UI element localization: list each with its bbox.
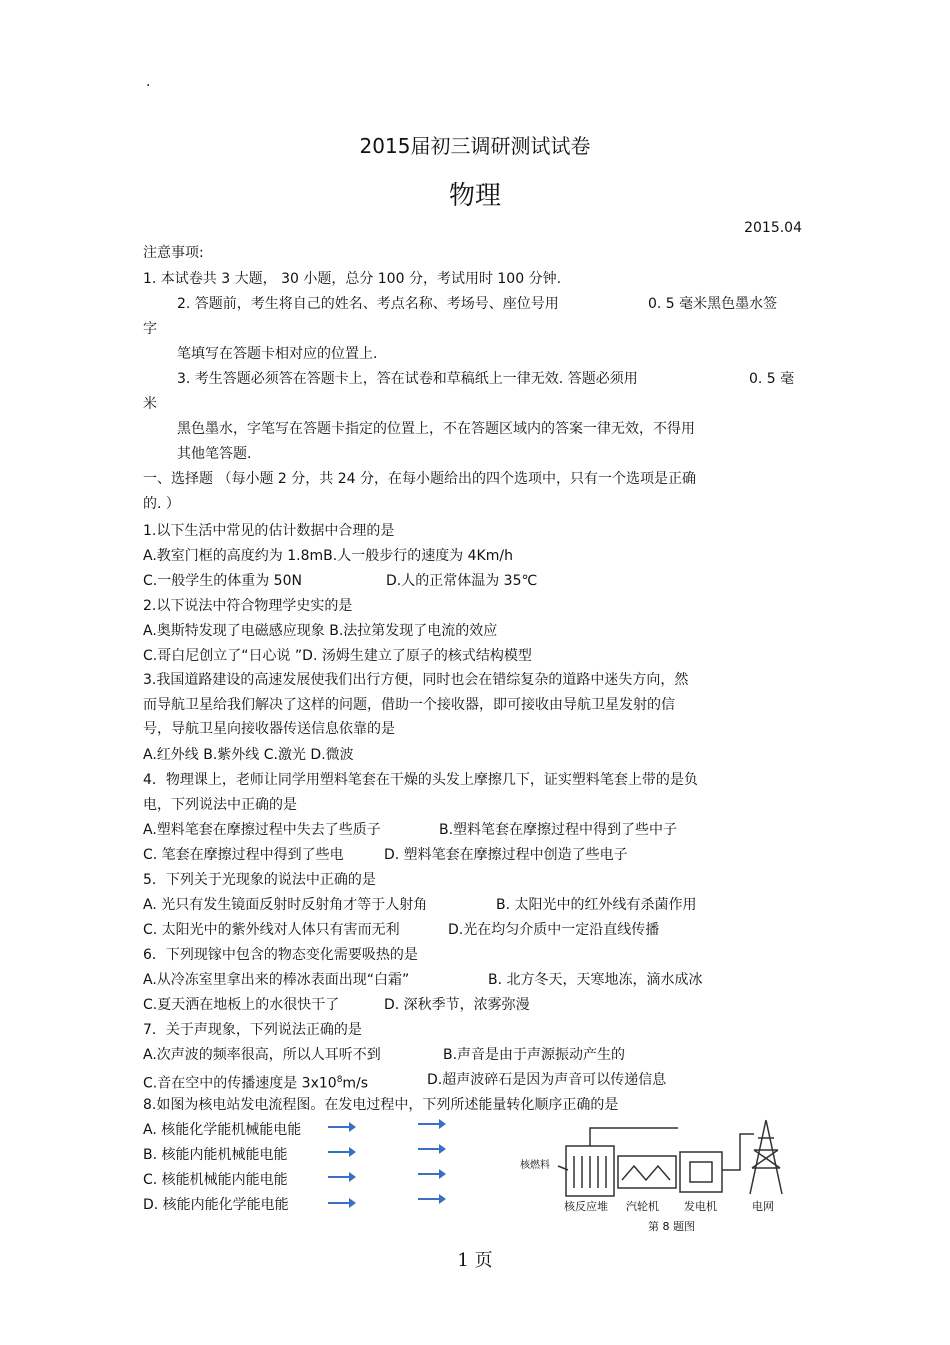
question-stem: 4．物理课上，老师让同学用塑料笔套在干燥的头发上摩擦几下，证实塑料笔套上带的是负 [143, 772, 698, 788]
turbine-label: 汽轮机 [626, 1200, 659, 1213]
arrow-icon [418, 1148, 444, 1150]
question-option: C. 笔套在摩擦过程中得到了些电 [143, 847, 344, 863]
question-option: D.人的正常体温为 35℃ [386, 573, 538, 589]
arrow-icon [418, 1173, 444, 1175]
question-option: D.超声波碎石是因为声音可以传递信息 [427, 1072, 667, 1088]
question-option: A.塑料笔套在摩擦过程中失去了些质子 [143, 822, 381, 838]
section-heading: 一、选择题 （每小题 2 分，共 24 分，在每小题给出的四个选项中，只有一个选项是正确 [143, 471, 696, 487]
exam-title: 2015届初三调研测试试卷 [359, 134, 591, 158]
section-heading: 的. ） [143, 496, 180, 512]
question-option: C.夏天洒在地板上的水很快干了 [143, 997, 340, 1013]
question-option: D. 塑料笔套在摩擦过程中创造了些电子 [384, 847, 628, 863]
arrow-icon [328, 1202, 354, 1204]
subject-title: 物理 [448, 181, 501, 211]
notice-line: 笔填写在答题卡相对应的位置上. [177, 346, 378, 362]
question-option: A.奥斯特发现了电磁感应现象 B.法拉第发现了电流的效应 [143, 623, 498, 639]
question-stem: 7．关于声现象，下列说法正确的是 [143, 1022, 362, 1038]
notice-line: 0. 5 毫米黑色墨水签 [648, 296, 778, 312]
fuel-label: 核燃料 [520, 1160, 550, 1171]
question-stem: 号，导航卫星向接收器传送信息依靠的是 [143, 721, 395, 737]
notice-line: 其他笔答题. [177, 446, 252, 462]
generator-label: 发电机 [684, 1200, 717, 1213]
question-option: A.次声波的频率很高，所以人耳听不到 [143, 1047, 381, 1063]
notice-line: 黑色墨水，字笔写在答题卡指定的位置上，不在答题区域内的答案一律无效，不得用 [177, 421, 695, 437]
notice-line: 3. 考生答题必须答在答题卡上，答在试卷和草稿纸上一律无效. 答题必须用 [177, 371, 638, 387]
exam-date: 2015.04 [744, 220, 802, 236]
question-stem: 5．下列关于光现象的说法中正确的是 [143, 872, 376, 888]
arrow-icon [328, 1126, 354, 1128]
question-stem: 8.如图为核电站发电流程图。在发电过程中，下列所述能量转化顺序正确的是 [143, 1097, 619, 1113]
page-dot: . [146, 74, 151, 90]
question-option: B.塑料笔套在摩擦过程中得到了些中子 [439, 822, 678, 838]
question-option: B. 核能内能机械能电能 [143, 1147, 288, 1163]
question-stem: 6．下列现镓中包含的物态变化需要吸热的是 [143, 947, 418, 963]
question-option: A.从冷冻室里拿出来的棒冰表面出现“白霜” [143, 972, 410, 988]
question-stem: 而导航卫星给我们解决了这样的问题，借助一个接收器，即可接收由导航卫星发射的信 [143, 697, 675, 713]
arrow-icon [418, 1198, 444, 1200]
notice-heading: 注意事项: [143, 245, 204, 261]
question-option: C.哥白尼创立了“日心说 ”D. 汤姆生建立了原子的核式结构模型 [143, 648, 532, 664]
notice-line: 0. 5 毫 [749, 371, 795, 387]
question-option: C. 太阳光中的紫外线对人体只有害而无利 [143, 922, 400, 938]
question-option: A. 光只有发生镜面反射时反射角才等于人射角 [143, 897, 428, 913]
turbine-box [618, 1156, 676, 1188]
question-option: A.教室门框的高度约为 1.8mB.人一般步行的速度为 4Km/h [143, 548, 513, 564]
grid-label: 电网 [752, 1200, 774, 1213]
notice-line: 1. 本试卷共 3 大题， 30 小题，总分 100 分，考试用时 100 分钟. [143, 271, 562, 287]
figure-caption: 第 8 题图 [648, 1220, 695, 1233]
arrow-icon [418, 1123, 444, 1125]
pylon-icon [750, 1120, 782, 1194]
arrow-icon [328, 1151, 354, 1153]
generator-box [680, 1152, 722, 1192]
question-option: C. 核能机械能内能电能 [143, 1172, 288, 1188]
unit: m/s [342, 1075, 369, 1092]
question-option: A. 核能化学能机械能电能 [143, 1122, 302, 1138]
question-stem: 电，下列说法中正确的是 [143, 797, 297, 813]
question-option: C.一般学生的体重为 50N [143, 573, 302, 589]
question-stem: 1.以下生活中常见的估计数据中合理的是 [143, 523, 395, 539]
question-option: D. 核能内能化学能电能 [143, 1197, 289, 1213]
question-option: D. 深秋季节，浓雾弥漫 [384, 997, 530, 1013]
question-option [143, 1071, 368, 1093]
page-number: 1 页 [457, 1250, 493, 1271]
nuclear-plant-diagram [518, 1110, 798, 1240]
turbine-blades-icon [622, 1166, 670, 1180]
reactor-label: 核反应堆 [564, 1200, 608, 1213]
question-option: B. 北方冬天，天寒地冻，滴水成冰 [488, 972, 703, 988]
generator-core-icon [690, 1162, 712, 1182]
question-stem: 2.以下说法中符合物理学史实的是 [143, 598, 353, 614]
exponent: 8 [336, 1075, 343, 1085]
notice-line: 2. 答题前，考生将自己的姓名、考点名称、考场号、座位号用 [177, 296, 559, 312]
notice-line: 米 [143, 396, 157, 412]
fuel-rods-icon [574, 1156, 606, 1188]
question-option: B. 太阳光中的红外线有杀菌作用 [496, 897, 697, 913]
power-line [722, 1134, 754, 1170]
question-option: A.红外线 B.紫外线 C.激光 D.微波 [143, 747, 354, 763]
steam-pipe [590, 1128, 678, 1146]
question-stem: 3.我国道路建设的高速发展使我们出行方便，同时也会在错综复杂的道路中迷失方向，然 [143, 672, 689, 688]
question-option: D.光在均匀介质中一定沿直线传播 [448, 922, 660, 938]
notice-line: 字 [143, 321, 157, 337]
question-option: B.声音是由于声源振动产生的 [443, 1047, 626, 1063]
option-text: C.音在空中的传播速度是 3x10 [143, 1075, 337, 1092]
arrow-icon [328, 1176, 354, 1178]
